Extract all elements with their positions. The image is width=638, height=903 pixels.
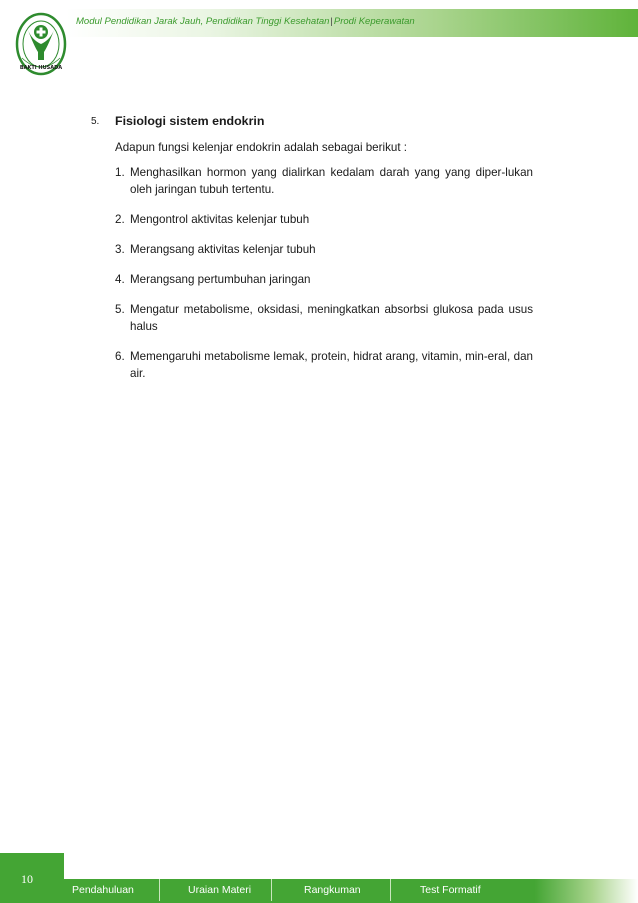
list-item-text: Memengaruhi metabolisme lemak, protein, hidrat arang, vitamin, min-eral, dan air. [130,350,533,380]
svg-text:BAKTI HUSADA: BAKTI HUSADA [19,65,63,71]
function-list [115,164,533,382]
list-item-number: 6. [115,350,125,363]
list-item [115,241,533,258]
program-name: Prodi Keperawatan [333,16,415,27]
list-item-number: 3. [115,243,125,256]
section-heading [91,114,533,128]
tab-divider [271,879,272,901]
list-item [115,271,533,288]
tab-pendahuluan[interactable]: Pendahuluan [72,884,134,896]
list-item [115,211,533,228]
section-title: Fisiologi sistem endokrin [115,114,265,128]
list-item-number: 1. [115,166,125,179]
list-item-text: Mengontrol aktivitas kelenjar tubuh [130,213,310,226]
tab-rangkuman[interactable]: Rangkuman [304,884,361,896]
section-endocrine-physiology [91,114,533,395]
section-number: 5. [91,116,100,127]
tab-divider [390,879,391,901]
list-item [115,301,533,335]
list-item [115,164,533,198]
list-item-number: 4. [115,273,125,286]
list-item [115,348,533,382]
running-header [76,16,415,27]
tab-divider [159,879,160,901]
list-item-text: Merangsang aktivitas kelenjar tubuh [130,243,316,256]
header-separator: | [330,16,333,27]
list-item-text: Mengatur metabolisme, oksidasi, meningkatkan absorbsi glukosa pada usus halus [130,303,533,333]
list-item-text: Merangsang pertumbuhan jaringan [130,273,311,286]
list-item-text: Menghasilkan hormon yang dialirkan kedalam darah yang yang diper-lukan oleh jaringan tubuh tertentu. [130,166,533,196]
list-item-number: 5. [115,303,125,316]
tab-test-formatif[interactable]: Test Formatif [420,884,481,896]
intro-paragraph: Adapun fungsi kelenjar endokrin adalah sebagai berikut : [115,141,407,154]
bakti-husada-logo [14,6,68,78]
page-number: 10 [21,872,33,886]
list-item-number: 2. [115,213,125,226]
module-title: Modul Pendidikan Jarak Jauh, Pendidikan Tinggi Kesehatan [76,16,330,27]
tab-uraian-materi[interactable]: Uraian Materi [188,884,252,896]
